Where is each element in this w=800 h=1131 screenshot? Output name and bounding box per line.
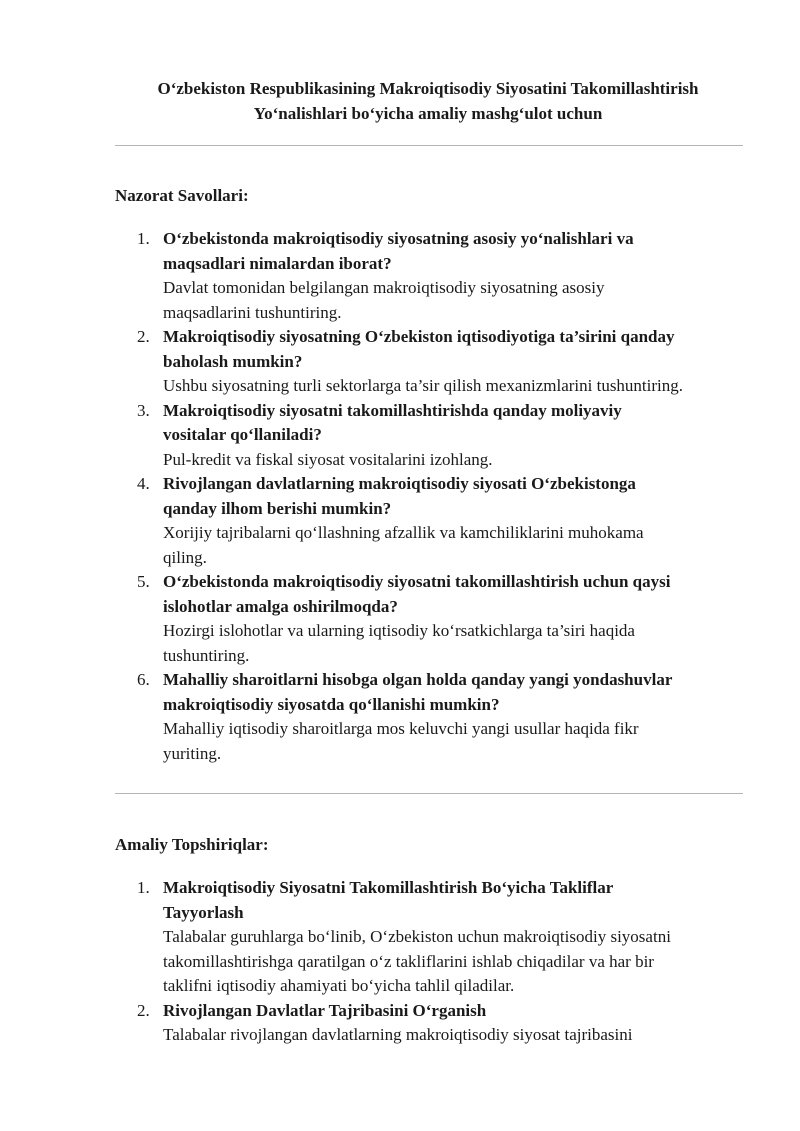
question-line: qanday ilhom berishi mumkin? — [163, 498, 392, 518]
list-item — [115, 472, 755, 570]
description-line: tushuntiring. — [163, 645, 250, 665]
task-title-line: Makroiqtisodiy Siyosatni Takomillashtirish Bo‘yicha Takliflar — [163, 878, 614, 897]
description-line: yuriting. — [163, 743, 222, 763]
description-line: Talabalar rivojlangan davlatlarning makroiqtisodiy siyosat tajribasini — [163, 1025, 633, 1044]
question-line: Makroiqtisodiy siyosatni takomillashtirishda qanday moliyaviy — [163, 400, 622, 420]
question-line: O‘zbekistonda makroiqtisodiy siyosatning asosiy yo‘nalishlari va — [163, 229, 634, 248]
description-line: Talabalar guruhlarga bo‘linib, O‘zbekiston uchun makroiqtisodiy siyosatni — [163, 927, 671, 946]
question-line: makroiqtisodiy siyosatda qo‘llanishi mumkin? — [163, 694, 500, 714]
description-line: maqsadlarini tushuntiring. — [163, 302, 342, 322]
description-line: Mahalliy iqtisodiy sharoitlarga mos keluvchi yangi usullar haqida fikr — [163, 719, 639, 738]
title-line-2: Yo‘nalishlari bo‘yicha amaliy mashg‘ulot uchun — [253, 104, 603, 123]
description-line: qiling. — [163, 547, 207, 567]
list-item — [115, 876, 755, 999]
item-number: 1. — [137, 229, 150, 248]
list-item — [115, 325, 755, 399]
divider-middle — [115, 793, 743, 794]
list-item — [115, 668, 755, 766]
item-number: 2. — [137, 1000, 150, 1020]
question-line: Rivojlangan davlatlarning makroiqtisodiy siyosati O‘zbekistonga — [163, 474, 636, 493]
practical-tasks-heading: Amaliy Topshiriqlar: — [115, 835, 269, 854]
description-line: Pul-kredit va fiskal siyosat vositalarini izohlang. — [163, 449, 493, 469]
question-line: Makroiqtisodiy siyosatning O‘zbekiston iqtisodiyotiga ta’sirini qanday — [163, 327, 675, 346]
question-line: Mahalliy sharoitlarni hisobga olgan holda qanday yangi yondashuvlar — [163, 670, 673, 689]
description-line: Davlat tomonidan belgilangan makroiqtisodiy siyosatning asosiy — [163, 278, 605, 297]
question-line: maqsadlari nimalardan iborat? — [163, 253, 392, 273]
task-title-line: Tayyorlash — [163, 902, 244, 922]
description-line: Xorijiy tajribalarni qo‘llashning afzallik va kamchiliklarini muhokama — [163, 523, 644, 542]
item-number: 6. — [137, 670, 150, 689]
item-number: 1. — [137, 878, 150, 897]
divider-top — [115, 145, 743, 146]
list-item — [115, 227, 755, 325]
title-line-1: O‘zbekiston Respublikasining Makroiqtisodiy Siyosatini Takomillashtirish — [157, 79, 699, 98]
description-line: takomillashtirishga qaratilgan o‘z takliflarini ishlab chiqadilar va har bir — [163, 951, 654, 971]
control-questions-heading: Nazorat Savollari: — [115, 186, 249, 205]
task-title-line: Rivojlangan Davlatlar Tajribasini O‘rganish — [163, 1000, 487, 1020]
description-line: taklifni iqtisodiy ahamiyati bo‘yicha tahlil qiladilar. — [163, 976, 515, 995]
description-line: Ushbu siyosatning turli sektorlarga ta’sir qilish mexanizmlarini tushuntiring. — [163, 376, 684, 395]
question-line: vositalar qo‘llaniladi? — [163, 425, 322, 444]
question-line: baholash mumkin? — [163, 351, 303, 371]
question-line: islohotlar amalga oshirilmoqda? — [163, 596, 398, 616]
item-number: 4. — [137, 474, 150, 493]
control-questions-list — [115, 227, 755, 766]
list-item — [115, 399, 755, 473]
question-line: O‘zbekistonda makroiqtisodiy siyosatni takomillashtirish uchun qaysi — [163, 572, 671, 591]
item-number: 3. — [137, 400, 150, 420]
list-item — [115, 999, 755, 1048]
document-title — [100, 76, 756, 126]
item-number: 2. — [137, 327, 150, 346]
practical-tasks-list — [115, 876, 755, 1048]
description-line: Hozirgi islohotlar va ularning iqtisodiy ko‘rsatkichlarga ta’siri haqida — [163, 621, 635, 640]
item-number: 5. — [137, 572, 150, 591]
list-item — [115, 570, 755, 668]
